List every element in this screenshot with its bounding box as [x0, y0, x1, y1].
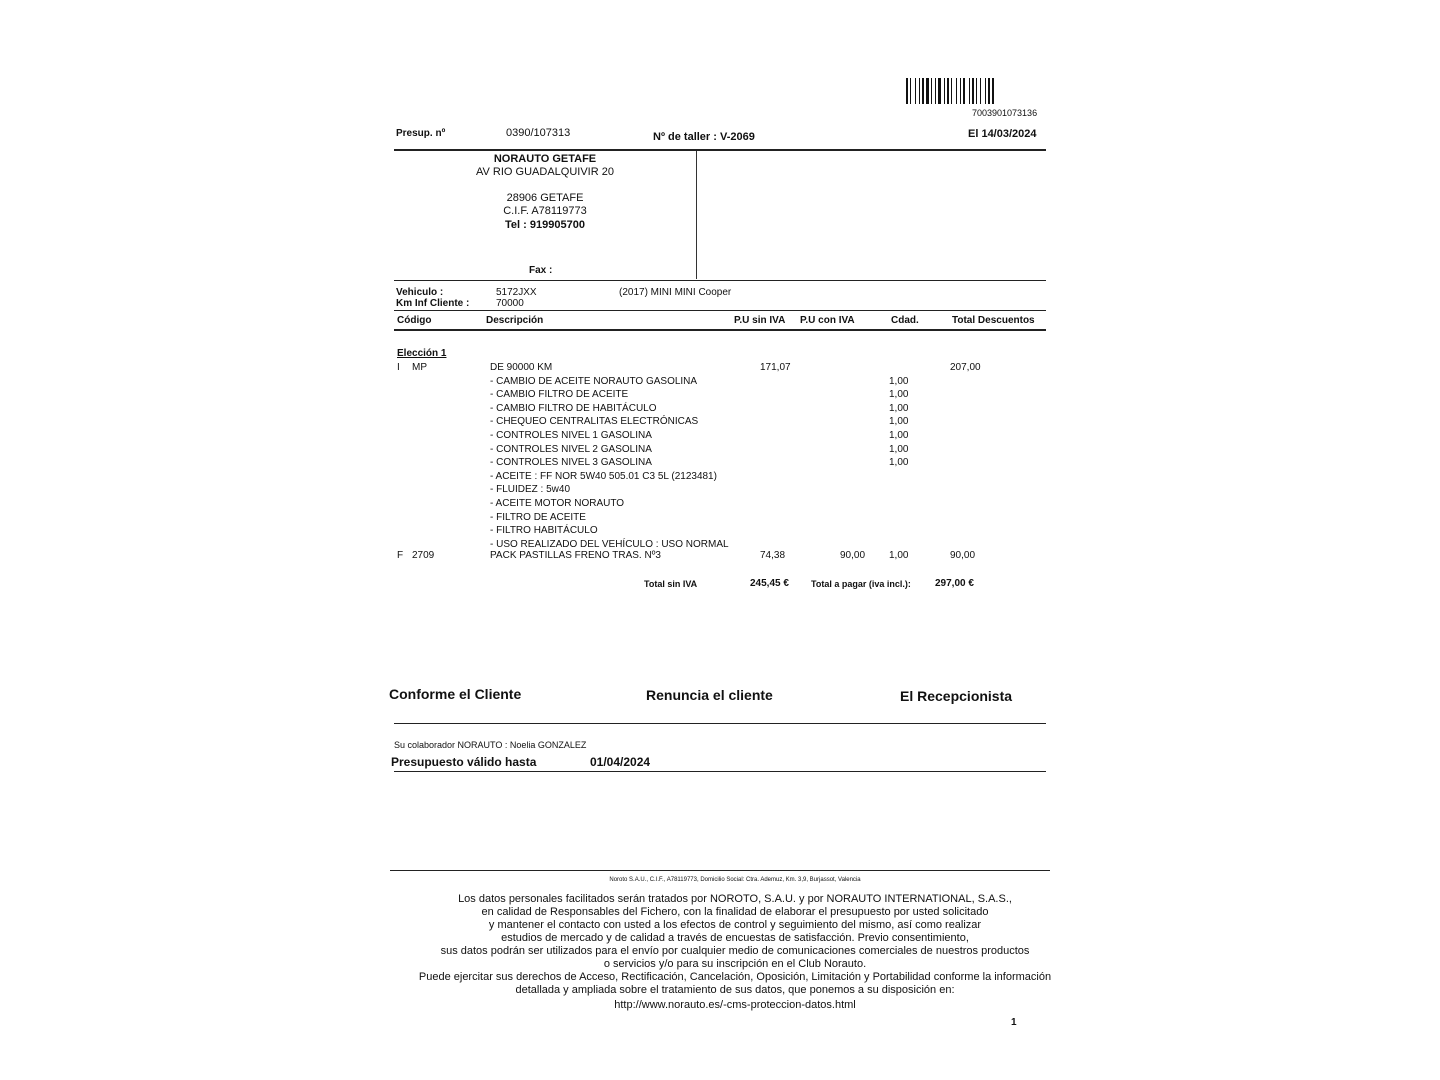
item-description: - CAMBIO DE ACEITE NORAUTO GASOLINA — [490, 375, 698, 387]
signature-cliente: Conforme el Cliente — [389, 686, 522, 702]
item-description: PACK PASTILLAS FRENO TRAS. Nº3 — [490, 550, 661, 561]
privacy-line: en calidad de Responsables del Fichero, con la finalidad de elaborar el presupuesto por usted solicitado — [481, 906, 989, 918]
validity-date: 01/04/2024 — [590, 755, 651, 769]
item-pu-sin-iva: 171,07 — [760, 362, 791, 373]
signature-divider — [394, 723, 1046, 724]
item-pu-sin-iva: 74,38 — [760, 550, 786, 561]
col-pu-con-iva: P.U con IVA — [800, 315, 855, 326]
item-code-type: F — [397, 550, 404, 561]
columns-divider — [394, 329, 1046, 331]
footer-divider — [390, 870, 1050, 871]
item-quantity: 1,00 — [889, 389, 909, 401]
item-quantity: 1,00 — [889, 550, 909, 561]
item-description: - USO REALIZADO DEL VEHÍCULO : USO NORMAL — [490, 538, 729, 550]
item-quantity: 1,00 — [889, 416, 909, 428]
item-description: - CHEQUEO CENTRALITAS ELECTRÓNICAS — [490, 416, 699, 428]
shop-fax: Fax : — [529, 265, 553, 276]
signature-renuncia: Renuncia el cliente — [646, 687, 773, 703]
shop-cif: C.I.F. A78119773 — [503, 205, 587, 217]
item-description: - FILTRO HABITÁCULO — [490, 525, 598, 537]
privacy-line: http://www.norauto.es/-cms-proteccion-datos.html — [614, 999, 856, 1011]
privacy-line: y mantener el contacto con usted a los efectos de control y seguimiento del mismo, así como realizar — [488, 919, 982, 931]
privacy-line: Puede ejercitar sus derechos de Acceso, Rectificación, Cancelación, Oposición, Limitación y Portabilidad conforme la información — [418, 971, 1052, 983]
item-description: - CAMBIO FILTRO DE HABITÁCULO — [490, 402, 657, 414]
taller-number: Nº de taller : V-2069 — [653, 131, 755, 143]
item-quantity: 1,00 — [889, 375, 909, 387]
item-description: - CONTROLES NIVEL 3 GASOLINA — [490, 457, 652, 469]
section-title: Elección 1 — [397, 348, 447, 359]
item-quantity: 1,00 — [889, 402, 909, 414]
privacy-line: sus datos podrán ser utilizados para el envío por cualquier medio de comunicaciones comerciales de nuestros productos — [440, 945, 1030, 957]
item-description: - FLUIDEZ : 5w40 — [490, 484, 571, 496]
shop-name: NORAUTO GETAFE — [493, 153, 597, 165]
privacy-notice — [390, 893, 1080, 1012]
item-description: - ACEITE MOTOR NORAUTO — [490, 498, 625, 509]
col-pu-sin-iva: P.U sin IVA — [734, 315, 786, 326]
col-cdad: Cdad. — [891, 315, 919, 326]
shop-city: 28906 GETAFE — [506, 192, 584, 204]
total-sin-iva-value: 245,45 € — [750, 578, 789, 589]
col-codigo: Código — [397, 315, 432, 326]
presup-value: 0390/107313 — [506, 127, 571, 139]
total-pagar-label: Total a pagar (iva incl.): — [811, 579, 911, 589]
item-description: - CAMBIO FILTRO DE ACEITE — [490, 389, 629, 401]
col-total-descuentos: Total Descuentos — [952, 315, 1035, 326]
col-descripcion: Descripción — [486, 315, 544, 326]
km-value: 70000 — [496, 298, 524, 309]
barcode-number: 7003901073136 — [972, 108, 1038, 118]
privacy-line: o servicios y/o para su inscripción en el Club Norauto. — [603, 958, 867, 970]
privacy-line: Los datos personales facilitados serán tratados por NOROTO, S.A.U. y por NORAUTO INTERNATIONAL, S.A.S., — [458, 893, 1012, 905]
vehicle-plate: 5172JXX — [496, 287, 537, 298]
header-divider — [394, 149, 1046, 151]
shop-phone: Tel : 919905700 — [505, 219, 585, 231]
document-date: El 14/03/2024 — [968, 128, 1037, 140]
vehicle-divider — [394, 310, 1046, 311]
item-description: - ACEITE : FF NOR 5W40 505.01 C3 5L (2123481) — [490, 470, 717, 482]
total-sin-iva-label: Total sin IVA — [644, 579, 698, 589]
km-label: Km Inf Cliente : — [396, 298, 470, 309]
vehicle-label: Vehiculo : — [396, 287, 444, 298]
item-code: MP — [412, 362, 427, 373]
footer-company: Noroto S.A.U., C.I.F., A78119773, Domicilio Social: Ctra. Ademuz, Km. 3,9, Burjassot, Valencia — [609, 877, 861, 883]
signature-recepcionista: El Recepcionista — [900, 688, 1013, 704]
item-quantity: 1,00 — [889, 443, 909, 455]
total-pagar-value: 297,00 € — [935, 578, 974, 589]
item-code: 2709 — [412, 550, 435, 561]
privacy-line: estudios de mercado y de calidad a través de encuestas de satisfacción. Previo consentimiento, — [501, 932, 969, 944]
validity-divider — [394, 771, 1046, 772]
item-description: - CONTROLES NIVEL 1 GASOLINA — [490, 430, 652, 441]
barcode-graphic — [906, 78, 1046, 104]
item-description: DE 90000 KM — [490, 362, 553, 373]
item-quantity: 1,00 — [889, 457, 909, 469]
validity-label: Presupuesto válido hasta — [391, 755, 537, 769]
shop-address: AV RIO GUADALQUIVIR 20 — [476, 166, 614, 178]
item-code-type: I — [397, 362, 400, 373]
item-description: - FILTRO DE ACEITE — [490, 511, 586, 523]
presup-label: Presup. nº — [396, 128, 446, 139]
shop-box-divider — [696, 151, 697, 279]
item-pu-con-iva: 90,00 — [840, 550, 866, 561]
item-quantity: 1,00 — [889, 430, 909, 441]
shop-bottom-divider — [394, 280, 1046, 281]
privacy-line: detallada y ampliada sobre el tratamiento de sus datos, que ponemos a su disposición en: — [515, 984, 955, 996]
item-description: - CONTROLES NIVEL 2 GASOLINA — [490, 443, 652, 455]
vehicle-model: (2017) MINI MINI Cooper — [619, 287, 732, 298]
page-number: 1 — [1011, 1017, 1017, 1028]
item-total: 90,00 — [950, 550, 976, 561]
item-total: 207,00 — [950, 362, 981, 373]
collaborator: Su colaborador NORAUTO : Noelia GONZALEZ — [394, 740, 587, 750]
